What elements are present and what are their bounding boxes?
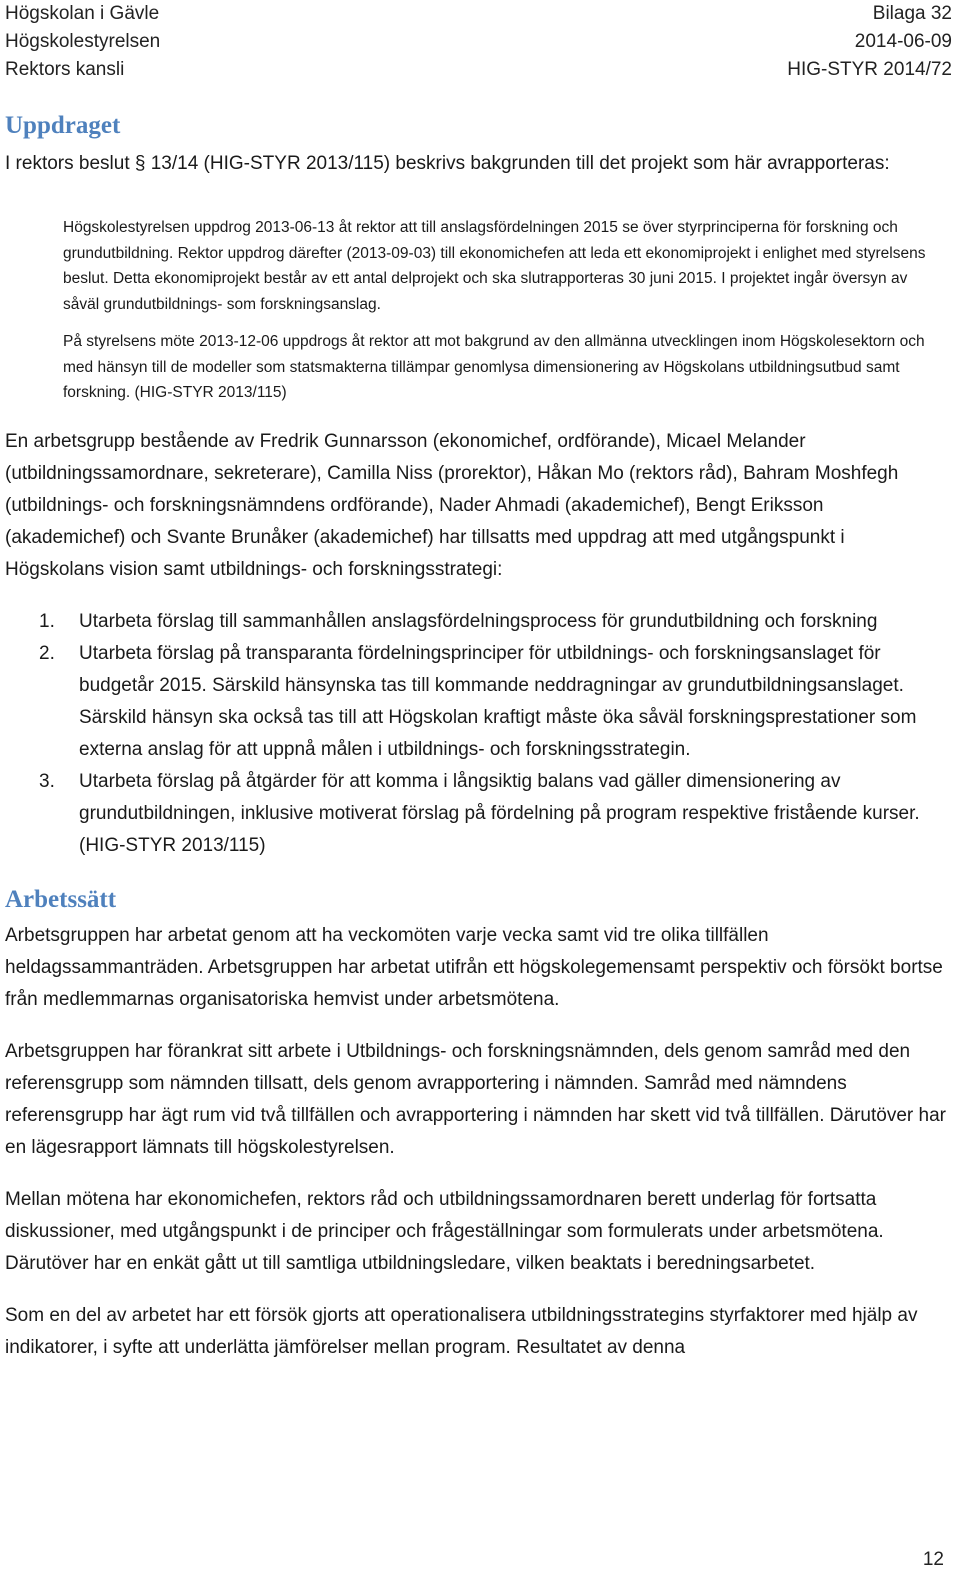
- method-paragraph-1: Arbetsgruppen har arbetat genom att ha veckomöten varje vecka samt vid tre olika tillfällen heldagssammanträden. Arbetsgruppen har arbetat utifrån ett högskolegemensamt perspektiv och försökt bortse från medlemmarnas organisatoriska hemvist under arbetsmötena.: [5, 924, 943, 1010]
- header-institution: Högskolan i Gävle: [5, 3, 160, 24]
- header-attachment: Bilaga 32: [872, 3, 952, 24]
- list-item: [5, 606, 946, 638]
- working-group-paragraph: En arbetsgrupp bestående av Fredrik Gunnarsson (ekonomichef, ordförande), Micael Melander (utbildningssamordnare, sekreterare), Camilla Niss (prorektor), Håkan Mo (rektors råd), Bahram Moshfegh (utbildnings- och forskningsnämndens ordförande), Nader Ahmadi (akademichef), Bengt Eriksson (akademichef) och Svante Brunåker (akademichef) har tillsatts med uppdrag att med utgångspunkt i Högskolans vision samt utbildnings- och forskningsstrategi:: [5, 430, 899, 580]
- intro-paragraph: I rektors beslut § 13/14 (HIG-STYR 2013/115) beskrivs bakgrunden till det projekt som här avrapporteras:: [5, 153, 890, 174]
- page-number: 12: [922, 1549, 944, 1570]
- header-office: Rektors kansli: [5, 59, 125, 80]
- quoted-decision-2: På styrelsens möte 2013-12-06 uppdrogs åt rektor att mot bakgrund av den allmänna utvecklingen inom Högskolesektorn och med hänsyn till de modeller som statsmakterna tillämpar genomlysa dimensionering av Högskolans utbildningsutbud samt forskning. (HIG-STYR 2013/115): [63, 333, 925, 401]
- list-text: Utarbeta förslag till sammanhållen anslagsfördelningsprocess för grundutbildning och forskning: [79, 610, 878, 632]
- method-paragraph-2: Arbetsgruppen har förankrat sitt arbete i Utbildnings- och forskningsnämnden, dels genom samråd med den referensgrupp som nämnden tillsatt, dels genom avrapportering i nämnden. Samråd med nämndens referensgrupp har ägt rum vid två tillfällen och avrapportering i nämnden har skett vid två tillfällen. Därutöver har en lägesrapport lämnats till högskolestyrelsen.: [5, 1040, 946, 1158]
- list-item: [5, 638, 946, 766]
- method-paragraph-3: Mellan mötena har ekonomichefen, rektors råd och utbildningssamordnaren berett underlag för fortsatta diskussioner, med utgångspunkt i de principer och frågeställningar som formulerats under arbetsmötena. Därutöver har en enkät gått ut till samtliga utbildningsledare, vilken beaktats i beredningsarbetet.: [5, 1188, 884, 1274]
- document-body: [5, 108, 946, 1364]
- list-number: 2.: [39, 642, 55, 664]
- header-reference: HIG-STYR 2014/72: [787, 59, 952, 80]
- header-board: Högskolestyrelsen: [5, 31, 161, 52]
- list-number: 1.: [39, 610, 55, 632]
- heading-arbetssatt: Arbetssätt: [5, 885, 117, 913]
- page-header: [5, 0, 952, 84]
- quoted-decision-1: Högskolestyrelsen uppdrog 2013-06-13 åt rektor att till anslagsfördelningen 2015 se över styrprinciperna för forskning och grundutbildning. Rektor uppdrog därefter (2013-09-03) till ekonomichefen att leda ett ekonomiprojekt i enlighet med styrelsens beslut. Detta ekonomiprojekt består av ett antal delprojekt och ska slutrapporteras 30 juni 2015. I projektet ingår översyn av såväl grundutbildnings- som forskningsanslag.: [63, 219, 926, 313]
- header-date: 2014-06-09: [854, 31, 952, 52]
- task-list: [5, 606, 946, 862]
- method-paragraph-4: Som en del av arbetet har ett försök gjorts att operationalisera utbildningsstrategins styrfaktorer med hjälp av indikatorer, i syfte att underlätta jämförelser mellan program. Resultatet av denna: [5, 1304, 918, 1358]
- list-text: Utarbeta förslag på åtgärder för att komma i långsiktig balans vad gäller dimensionering av grundutbildningen, inklusive motiverat förslag på fördelning på program respektive fristående kurser.: [79, 770, 920, 824]
- task-reference: (HIG-STYR 2013/115): [79, 834, 266, 856]
- list-number: 3.: [39, 770, 55, 792]
- heading-uppdraget: Uppdraget: [5, 112, 121, 139]
- list-text: Utarbeta förslag på transparanta fördelningsprinciper för utbildnings- och forskningsanslaget för budgetår 2015. Särskild hänsynska tas till kommande neddragningar av grundutbildningsanslaget. Särskild hänsyn ska också tas till att Högskolan kraftigt måste öka såväl forskningsprestationer som externa anslag för att uppnå målen i utbildnings- och forskningsstrategin.: [79, 642, 917, 760]
- list-item: [5, 766, 946, 862]
